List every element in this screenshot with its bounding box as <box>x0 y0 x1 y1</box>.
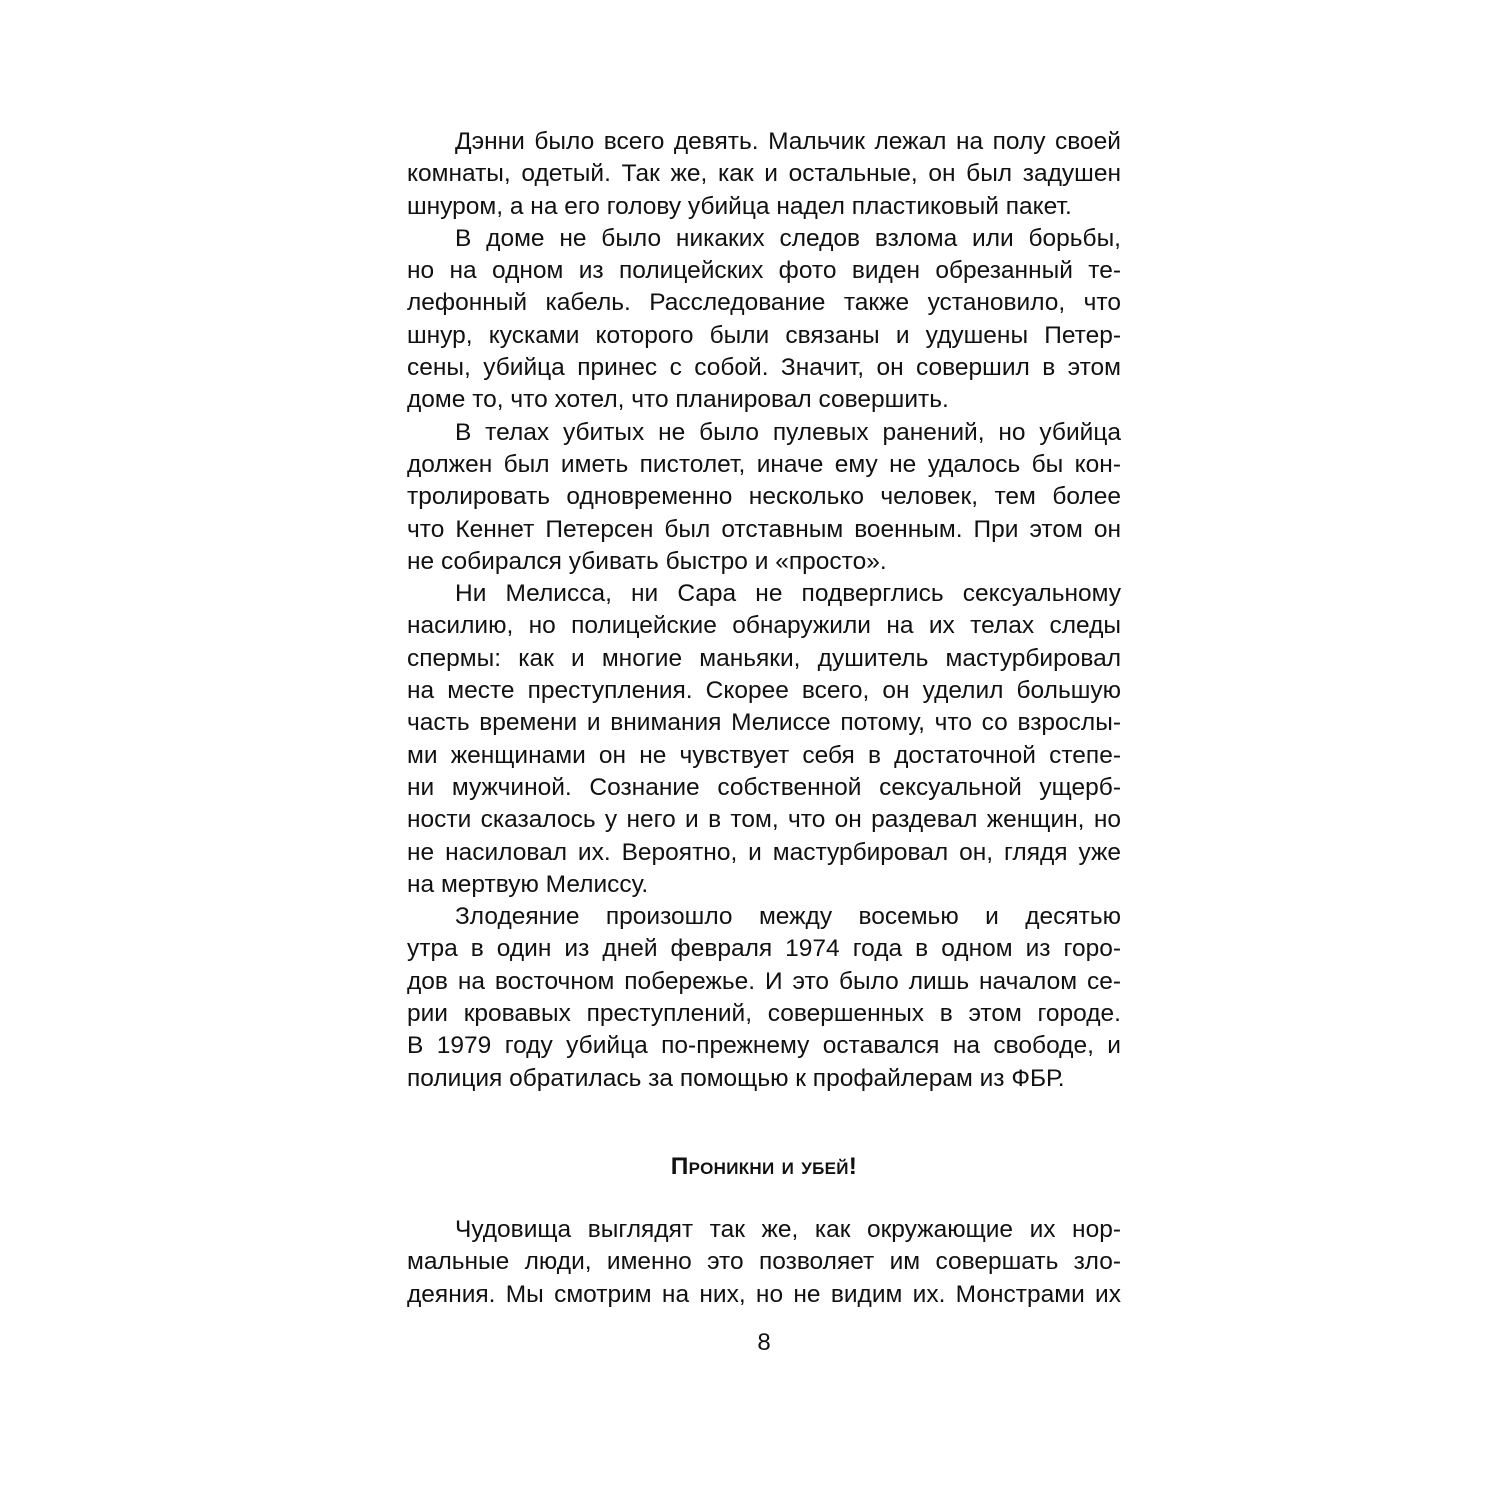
text-line: полиция обратилась за помощью к профайлерам из ФБР. <box>407 1064 1065 1092</box>
text-line: ми женщинами он не чувствует себя в достаточной степе- <box>407 741 1121 769</box>
text-line: лефонный кабель. Расследование также установило, что <box>407 289 1121 317</box>
text-line: ности сказалось у него и в том, что он раздевал женщин, но <box>407 806 1121 834</box>
text-line: Чудовища выглядят так же, как окружающие их нор- <box>455 1216 1121 1243</box>
text-line: Ни Мелисса, ни Сара не подверглись сексуальному <box>455 580 1121 608</box>
text-line: часть времени и внимания Мелиссе потому, что со взрослы- <box>407 709 1121 737</box>
paragraph-4 <box>407 578 1121 901</box>
text-line: сены, убийца принес с собой. Значит, он совершил в этом <box>407 354 1121 382</box>
text-line: доме то, что хотел, что планировал совершить. <box>407 386 949 414</box>
text-line: шнур, кусками которого были связаны и удушены Петер- <box>407 321 1121 349</box>
text-line: деяния. Мы смотрим на них, но не видим их. Монстрами их <box>407 1280 1121 1308</box>
text-line: не собирался убивать быстро и «просто». <box>407 547 887 575</box>
paragraph-2 <box>407 223 1121 417</box>
text-line: Дэнни было всего девять. Мальчик лежал на полу своей <box>455 128 1121 155</box>
text-line: мальные люди, именно это позволяет им совершать зло- <box>407 1248 1121 1276</box>
text-line: спермы: как и многие маньяки, душитель мастурбировал <box>407 644 1121 672</box>
text-line: насилию, но полицейские обнаружили на их телах следы <box>407 612 1121 640</box>
text-line: утра в один из дней февраля 1974 года в одном из горо- <box>407 935 1121 963</box>
text-line: не насиловал их. Вероятно, и мастурбировал он, глядя уже <box>407 838 1121 866</box>
text-line: на месте преступления. Скорее всего, он уделил большую <box>407 677 1121 705</box>
text-line: дов на восточном побережье. И это было лишь началом се- <box>407 967 1121 995</box>
text-line: В доме не было никаких следов взлома или борьбы, <box>455 224 1121 252</box>
text-line: Злодеяние произошло между восемью и десятью <box>455 903 1121 931</box>
body-text <box>407 126 1121 1095</box>
paragraph-5 <box>407 901 1121 1095</box>
section-body-text <box>407 1214 1121 1311</box>
text-line: комнаты, одетый. Так же, как и остальные, он был задушен <box>407 160 1121 188</box>
page-number: 8 <box>757 1329 771 1356</box>
text-line: В 1979 году убийца по-прежнему оставался на свободе, и <box>407 1032 1121 1060</box>
text-line: ни мужчиной. Сознание собственной сексуальной ущерб- <box>407 773 1121 801</box>
text-line: что Кеннет Петерсен был отставным военным. При этом он <box>407 515 1121 543</box>
text-line: тролировать одновременно несколько человек, тем более <box>407 483 1121 511</box>
text-line: на мертвую Мелиссу. <box>407 870 649 898</box>
paragraph-3 <box>407 417 1121 578</box>
section-paragraph-1 <box>407 1214 1121 1311</box>
paragraph-1 <box>407 126 1121 223</box>
text-line: но на одном из полицейских фото виден обрезанный те- <box>407 257 1121 285</box>
text-line: рии кровавых преступлений, совершенных в этом городе. <box>407 1000 1121 1028</box>
text-line: В телах убитых не было пулевых ранений, но убийца <box>455 418 1121 446</box>
text-line: должен был иметь пистолет, иначе ему не удалось бы кон- <box>407 450 1121 478</box>
text-line: шнуром, а на его голову убийца надел пластиковый пакет. <box>407 192 1072 220</box>
section-heading: Проникни и убей! <box>670 1153 858 1180</box>
